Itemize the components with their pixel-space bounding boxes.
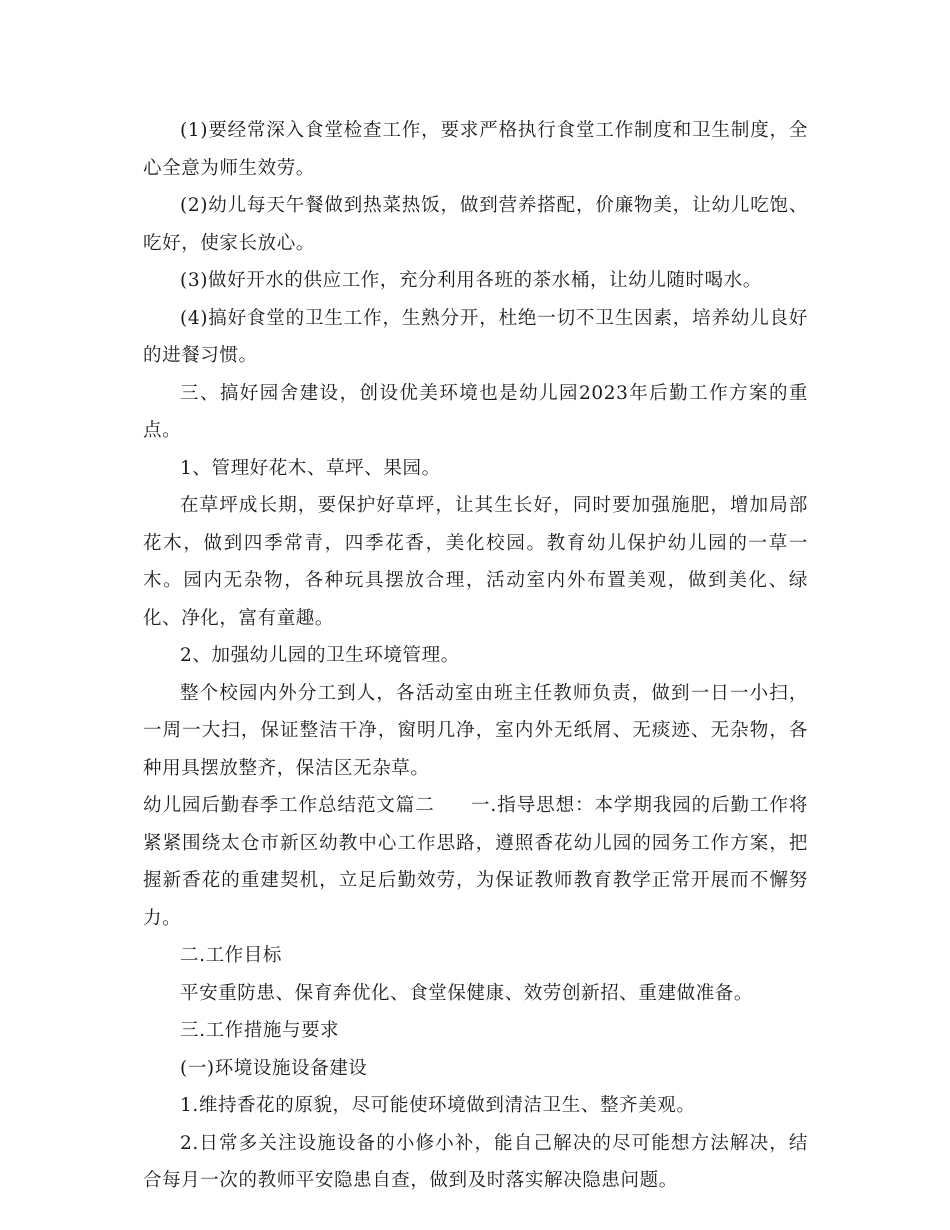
paragraph: 1.维持香花的原貌，尽可能使环境做到清洁卫生、整齐美观。 [180, 1095, 696, 1116]
paragraph: 在草坪成长期，要保护好草坪，让其生长好，同时要加强施肥，增加局部花木，做到四季常青，四季花香，美化校园。教育幼儿保护幼儿园的一草一木。园内无杂物，各种玩具摆放合理，活动室内外布置美观，做到美化、绿化、净化，富有童趣。 [143, 495, 808, 629]
paragraph: 平安重防患、保育奔优化、食堂保健康、效劳创新招、重建做准备。 [180, 982, 754, 1004]
paragraph: (2)幼儿每天午餐做到热菜热饭，做到营养搭配，价廉物美，让幼儿吃饱、吃好，使家长放心。 [143, 195, 808, 254]
guiding-thought: 一.指导思想：本学期我园的后勤工作将紧紧围绕太仓市新区幼教中心工作思路，遵照香花幼儿园的园务工作方案，把握新香花的重建契机，立足后勤效劳，为保证教师教育教学正常开展而不懈努力。 [143, 795, 808, 929]
section-two-intro [143, 787, 808, 937]
subheading: 三.工作措施与要求 [180, 1020, 340, 1041]
paragraph: 2.日常多关注设施设备的小修小补，能自己解决的尽可能想方法解决，结合每月一次的教师平安隐患自查，做到及时落实解决隐患问题。 [143, 1132, 808, 1191]
section-heading-three: 三、搞好园舍建设，创设优美环境也是幼儿园2023年后勤工作方案的重点。 [143, 382, 808, 441]
section-title: 幼儿园后勤春季工作总结范文篇二 [143, 795, 435, 816]
paragraph: (1)要经常深入食堂检查工作，要求严格执行食堂工作制度和卫生制度，全心全意为师生效劳。 [143, 120, 808, 179]
paragraph: (4)搞好食堂的卫生工作，生熟分开，杜绝一切不卫生因素，培养幼儿良好的进餐习惯。 [143, 307, 808, 366]
paragraph: 整个校园内外分工到人，各活动室由班主任教师负责，做到一日一小扫，一周一大扫，保证整洁干净，窗明几净，室内外无纸屑、无痰迹、无杂物，各种用具摆放整齐，保洁区无杂草。 [143, 682, 808, 779]
subheading: 2、加强幼儿园的卫生环境管理。 [180, 645, 460, 666]
subheading: 二.工作目标 [180, 945, 282, 966]
document-body [143, 112, 808, 1200]
subheading: (一)环境设施设备建设 [180, 1057, 368, 1079]
subheading: 1、管理好花木、草坪、果园。 [180, 457, 441, 479]
paragraph: (3)做好开水的供应工作，充分利用各班的茶水桶，让幼儿随时喝水。 [180, 270, 762, 291]
